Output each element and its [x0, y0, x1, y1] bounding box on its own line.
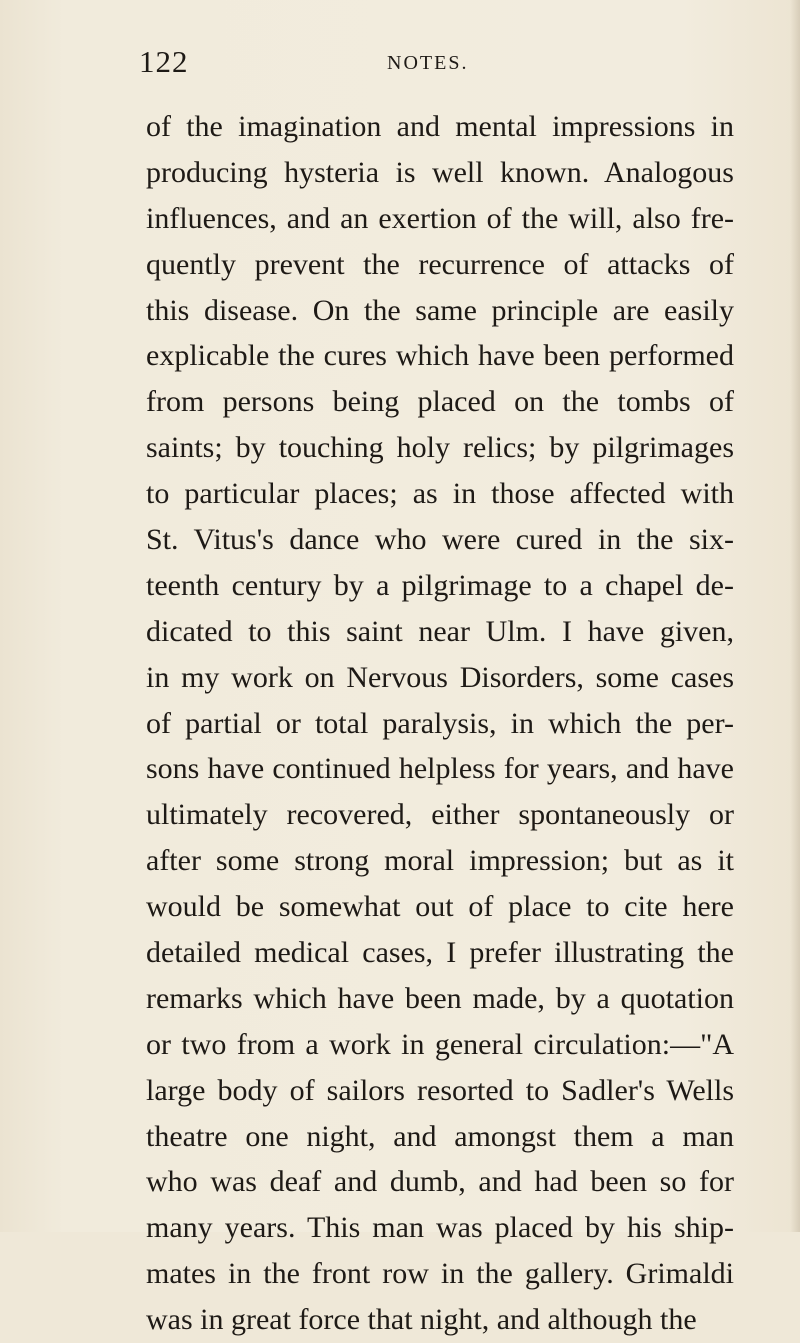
text-line: influences, and an exertion of the will, also fre- [146, 201, 734, 235]
text-line: in my work on Nervous Disorders, some cases [146, 660, 734, 694]
text-line: many years. This man was placed by his ship- [146, 1211, 734, 1245]
text-line: from persons being placed on the tombs of [146, 385, 734, 419]
text-line: explicable the cures which have been performed [146, 339, 734, 373]
text-line: sons have continued helpless for years, and have [146, 752, 734, 786]
page-header [139, 44, 739, 84]
text-line: remarks which have been made, by a quotation [146, 981, 734, 1015]
text-line: who was deaf and dumb, and had been so for [146, 1165, 734, 1199]
text-line: dicated to this saint near Ulm. I have given, [146, 614, 734, 648]
text-line: saints; by touching holy relics; by pilgrimages [146, 431, 734, 465]
text-line: mates in the front row in the gallery. Grimaldi [146, 1257, 734, 1291]
text-line: ultimately recovered, either spontaneously or [146, 798, 734, 832]
text-line: after some strong moral impression; but as it [146, 844, 734, 878]
running-head: NOTES. [387, 52, 469, 74]
text-line: detailed medical cases, I prefer illustrating the [146, 936, 734, 970]
text-line: producing hysteria is well known. Analogous [146, 155, 734, 189]
text-line: or two from a work in general circulation:—"A [146, 1027, 734, 1061]
text-line: of partial or total paralysis, in which the per- [146, 706, 734, 740]
text-line: to particular places; as in those affected with [146, 477, 734, 511]
page-edge-shadow [790, 0, 800, 1232]
text-line: large body of sailors resorted to Sadler's Wells [146, 1073, 734, 1107]
body-text [146, 104, 746, 1343]
text-line: this disease. On the same principle are easily [146, 293, 734, 327]
text-line: theatre one night, and amongst them a man [146, 1119, 734, 1153]
text-line: of the imagination and mental impressions in [146, 110, 734, 143]
text-line: quently prevent the recurrence of attacks of [146, 247, 734, 281]
page-number: 122 [139, 44, 189, 79]
text-line: was in great force that night, and although the [146, 1303, 697, 1337]
text-line: St. Vitus's dance who were cured in the six- [146, 523, 734, 557]
text-line: would be somewhat out of place to cite here [146, 890, 734, 924]
text-line: teenth century by a pilgrimage to a chapel de- [146, 568, 734, 602]
